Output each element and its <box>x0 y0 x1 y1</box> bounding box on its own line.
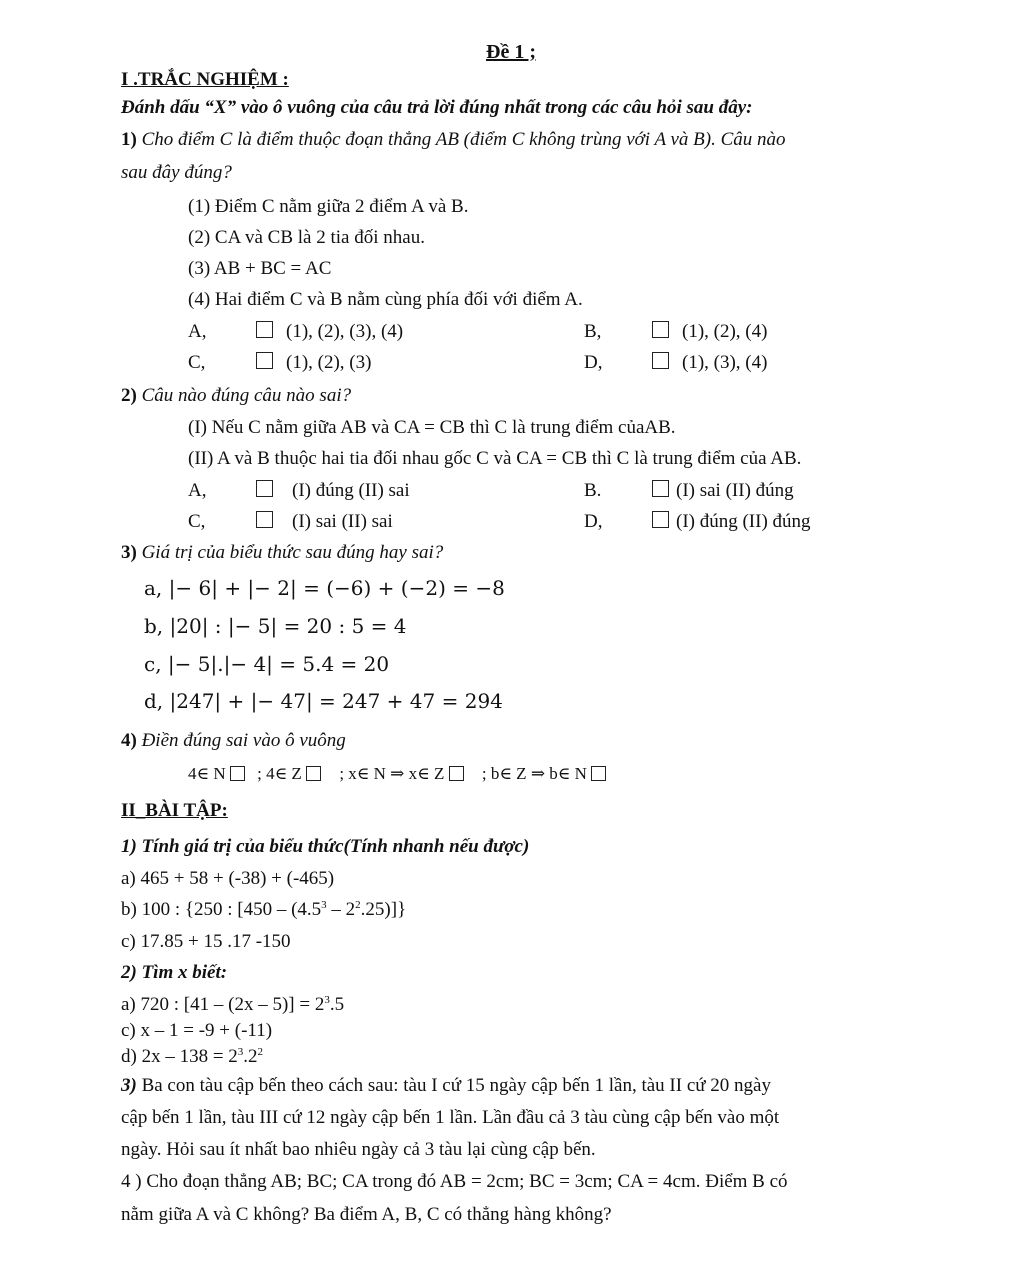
q1-option-c-letter: C, <box>188 352 206 373</box>
q1-option-d-checkbox[interactable] <box>652 352 669 369</box>
q4-item: ; 4∈ Z <box>257 764 302 783</box>
q3-number: 3) <box>121 542 137 563</box>
q1-option-d-text: (1), (3), (4) <box>682 352 768 373</box>
q2-option-a-text: (I) đúng (II) sai <box>292 480 410 501</box>
p3-line1 <box>121 1076 771 1095</box>
q4-checkbox[interactable] <box>230 766 245 781</box>
p2-item-a-tail: .5 <box>329 994 345 1015</box>
q1-text-line2: sau đây đúng? <box>121 162 232 183</box>
q1-option-a-letter: A, <box>188 321 207 342</box>
q1-option-d-letter: D, <box>584 352 603 373</box>
q1-number: 1) <box>121 129 137 150</box>
p2-item-d-mid: .2 <box>243 1046 258 1067</box>
q2-option-a-checkbox[interactable] <box>256 480 273 497</box>
p2-item-c: c) x – 1 = -9 + (-11) <box>121 1020 273 1041</box>
p1-item-b-tail: .25)]} <box>360 899 407 920</box>
q1-statement: (1) Điểm C nằm giữa 2 điểm A và B. <box>188 196 469 217</box>
q4-item: ; x∈ N ⇒ x∈ Z <box>339 764 445 783</box>
p2-item-d-exponent: 3 <box>237 1046 244 1058</box>
p3-line3: ngày. Hỏi sau ít nhất bao nhiêu ngày cả 3 tàu lại cùng cập bến. <box>121 1139 596 1160</box>
page-title: Đề 1 ; <box>486 41 536 63</box>
q2-option-b-letter: B. <box>584 480 602 501</box>
q2-option-b-text: (I) sai (II) đúng <box>676 480 794 501</box>
p2-title: 2) Tìm x biết: <box>121 962 228 983</box>
p1-item-b-exponent: 2 <box>355 899 361 911</box>
p1-item-c: c) 17.85 + 15 .17 -150 <box>121 931 291 952</box>
p4-line1: 4 ) Cho đoạn thẳng AB; BC; CA trong đó AB = 2cm; BC = 3cm; CA = 4cm. Điểm B có <box>121 1171 788 1192</box>
q3-expression-b: b, |20| : |− 5| = 20 : 5 = 4 <box>144 614 407 638</box>
q2-option-a-letter: A, <box>188 480 207 501</box>
q1-statement: (2) CA và CB là 2 tia đối nhau. <box>188 227 425 248</box>
q2-text: Câu nào đúng câu nào sai? <box>141 385 352 406</box>
p1-item-b-mid: – 2 <box>326 899 356 920</box>
p3-text: Ba con tàu cập bến theo cách sau: tàu I cứ 15 ngày cập bến 1 lần, tàu II cứ 20 ngày <box>136 1075 771 1096</box>
section-1-instruction: Đánh dấu “X” vào ô vuông của câu trả lời đúng nhất trong các câu hỏi sau đây: <box>121 97 753 118</box>
p2-item-a-exponent: 3 <box>324 994 330 1006</box>
p2-item-a <box>121 995 344 1014</box>
p1-item-a: a) 465 + 58 + (-38) + (-465) <box>121 868 335 889</box>
q2-option-c-text: (I) sai (II) sai <box>292 511 393 532</box>
p2-item-a-head: a) 720 : [41 – (2x – 5)] = 2 <box>121 994 325 1015</box>
q3-expression-d: d, |247| + |− 47| = 247 + 47 = 294 <box>144 689 503 713</box>
q3-text-line <box>121 543 443 562</box>
q4-checkbox[interactable] <box>449 766 464 781</box>
p2-item-d <box>121 1047 263 1066</box>
q1-option-a-text: (1), (2), (3), (4) <box>286 321 404 342</box>
q3-expression-a: a, |− 6| + |− 2| = (−6) + (−2) = −8 <box>144 576 505 600</box>
q1-text-line1 <box>121 130 786 149</box>
q2-number: 2) <box>121 385 137 406</box>
q3-expression-c: c, |− 5|.|− 4| = 5.4 = 20 <box>144 652 390 676</box>
q2-option-d-checkbox[interactable] <box>652 511 669 528</box>
section-1-title: I .TRẮC NGHIỆM : <box>121 69 289 90</box>
q1-text: Cho điểm C là điểm thuộc đoạn thẳng AB (điểm C không trùng với A và B). Câu nào <box>141 129 786 150</box>
q4-fill-row <box>188 765 606 782</box>
q1-statement: (4) Hai điểm C và B nằm cùng phía đối với điểm A. <box>188 289 583 310</box>
q4-text: Điền đúng sai vào ô vuông <box>141 730 346 751</box>
p3-number: 3) <box>121 1075 137 1096</box>
q4-checkbox[interactable] <box>306 766 321 781</box>
p2-item-d-head: d) 2x – 138 = 2 <box>121 1046 238 1067</box>
q1-option-c-text: (1), (2), (3) <box>286 352 372 373</box>
q4-checkbox[interactable] <box>591 766 606 781</box>
p2-item-d-exponent: 2 <box>257 1046 264 1058</box>
q2-option-d-text: (I) đúng (II) đúng <box>676 511 811 532</box>
section-2-title: II_BÀI TẬP: <box>121 800 228 821</box>
q4-text-line <box>121 731 346 750</box>
p3-line2: cập bến 1 lần, tàu III cứ 12 ngày cập bến 1 lần. Lần đầu cả 3 tàu cùng cập bến vào một <box>121 1107 780 1128</box>
q3-text: Giá trị của biểu thức sau đúng hay sai? <box>141 542 444 563</box>
q2-statement: (II) A và B thuộc hai tia đối nhau gốc C và CA = CB thì C là trung điểm của AB. <box>188 448 802 469</box>
p1-title: 1) Tính giá trị của biểu thức(Tính nhanh nếu được) <box>121 836 530 857</box>
q1-option-b-checkbox[interactable] <box>652 321 669 338</box>
q4-item: 4∈ N <box>188 764 226 783</box>
q2-option-d-letter: D, <box>584 511 603 532</box>
q2-text-line <box>121 386 351 405</box>
q1-option-b-letter: B, <box>584 321 602 342</box>
q2-option-c-checkbox[interactable] <box>256 511 273 528</box>
p4-line2: nằm giữa A và C không? Ba điểm A, B, C có thẳng hàng không? <box>121 1204 612 1225</box>
p1-item-b-exponent: 3 <box>321 899 327 911</box>
q1-option-c-checkbox[interactable] <box>256 352 273 369</box>
q2-statement: (I) Nếu C nằm giữa AB và CA = CB thì C là trung điểm củaAB. <box>188 417 676 438</box>
q1-option-b-text: (1), (2), (4) <box>682 321 768 342</box>
q2-option-b-checkbox[interactable] <box>652 480 669 497</box>
q2-option-c-letter: C, <box>188 511 206 532</box>
q1-option-a-checkbox[interactable] <box>256 321 273 338</box>
p1-item-b <box>121 900 406 919</box>
q4-item: ; b∈ Z ⇒ b∈ N <box>481 764 587 783</box>
q4-number: 4) <box>121 730 137 751</box>
q1-statement: (3) AB + BC = AC <box>188 258 332 279</box>
p1-item-b-head: b) 100 : {250 : [450 – (4.5 <box>121 899 322 920</box>
